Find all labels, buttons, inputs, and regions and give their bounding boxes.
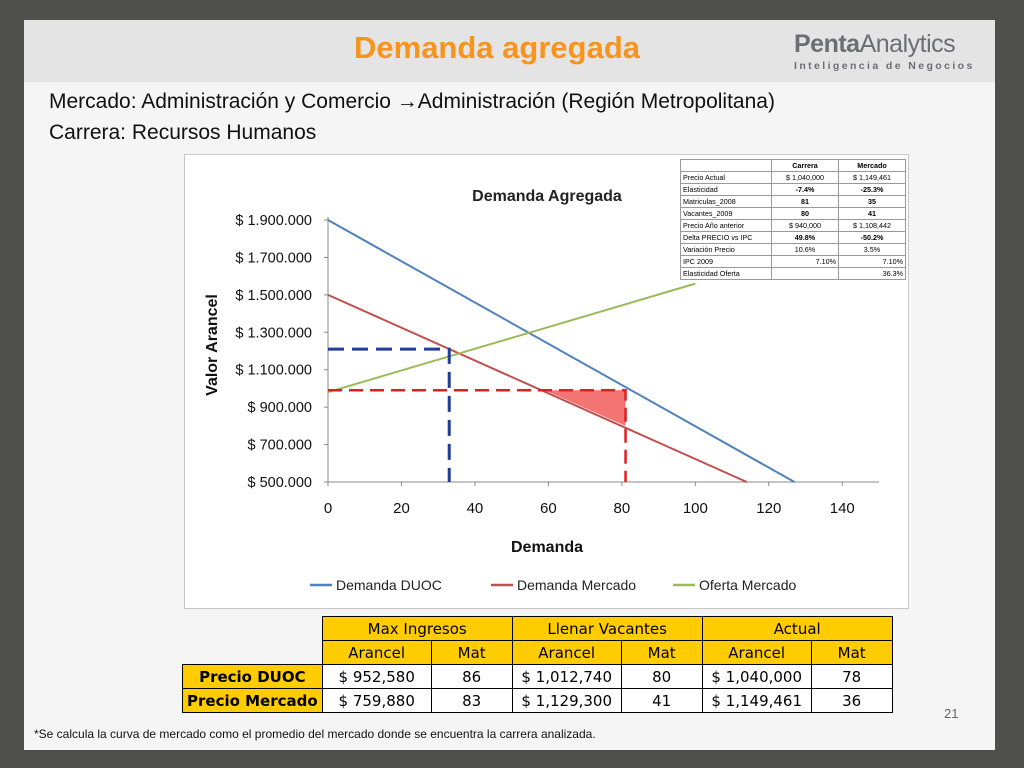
info-cell-mercado: 36.3% bbox=[839, 268, 906, 280]
page-title: Demanda agregada bbox=[354, 30, 640, 65]
price-table-sub-header: Mat bbox=[811, 641, 892, 665]
legend-label: Demanda DUOC bbox=[336, 577, 442, 593]
y-tick-label: $ 1.500.000 bbox=[235, 287, 312, 304]
arrow-icon: → bbox=[396, 90, 418, 113]
info-row-label: Elasticidad Oferta bbox=[681, 268, 772, 280]
pentaanalytics-logo bbox=[794, 30, 994, 80]
y-axis-label: Valor Arancel bbox=[204, 294, 221, 396]
x-tick-label: 100 bbox=[682, 500, 708, 517]
price-table-sub-header: Mat bbox=[621, 641, 702, 665]
price-table-cell: 80 bbox=[621, 665, 702, 689]
legend-label: Oferta Mercado bbox=[699, 577, 797, 593]
logo-tagline: Inteligencia de Negocios bbox=[794, 60, 975, 72]
subtitle-line-1 bbox=[49, 90, 775, 114]
price-table-cell: 41 bbox=[621, 689, 702, 713]
price-table-row-label: Precio DUOC bbox=[183, 665, 323, 689]
price-table-cell: $ 952,580 bbox=[322, 665, 431, 689]
info-row-label: Elasticidad bbox=[681, 184, 772, 196]
info-row-label: Matriculas_2008 bbox=[681, 196, 772, 208]
info-row-label: Delta PRECIO vs IPC bbox=[681, 232, 772, 244]
price-table-cell: $ 759,880 bbox=[322, 689, 431, 713]
info-header-cell: Carrera bbox=[772, 160, 839, 172]
info-cell-carrera: -7.4% bbox=[772, 184, 839, 196]
blue-dashed-guide bbox=[328, 349, 449, 482]
info-cell-mercado: $ 1,149,461 bbox=[839, 172, 906, 184]
x-tick-label: 80 bbox=[613, 500, 631, 517]
info-row-label: Variación Precio bbox=[681, 244, 772, 256]
y-tick-label: $ 1.900.000 bbox=[235, 213, 312, 229]
page-number: 21 bbox=[944, 706, 959, 721]
chart-title: Demanda Agregada bbox=[472, 188, 622, 205]
info-row-label: Vacantes_2009 bbox=[681, 208, 772, 220]
logo-wordmark bbox=[794, 30, 994, 59]
footnote: *Se calcula la curva de mercado como el promedio del mercado donde se encuentra la carrera analizada. bbox=[34, 727, 596, 741]
info-cell-carrera: $ 940,000 bbox=[772, 220, 839, 232]
y-tick-label: $ 500.000 bbox=[247, 475, 312, 491]
x-tick-label: 0 bbox=[323, 500, 333, 517]
price-table-sub-header: Mat bbox=[431, 641, 512, 665]
info-table-row bbox=[681, 268, 906, 280]
price-table-sub-header: Arancel bbox=[512, 641, 621, 665]
info-cell-mercado: 41 bbox=[839, 208, 906, 220]
price-table-sub-header: Arancel bbox=[322, 641, 431, 665]
info-cell-mercado: $ 1,108,442 bbox=[839, 220, 906, 232]
info-header-cell: Mercado bbox=[839, 160, 906, 172]
price-table-cell: 86 bbox=[431, 665, 512, 689]
info-table bbox=[680, 159, 906, 280]
price-table-cell: $ 1,012,740 bbox=[512, 665, 621, 689]
price-table bbox=[182, 616, 893, 713]
info-cell-mercado: -25.3% bbox=[839, 184, 906, 196]
info-table-row bbox=[681, 184, 906, 196]
x-tick-label: 40 bbox=[466, 500, 484, 517]
info-table-row bbox=[681, 244, 906, 256]
subtitle-market-detail: Administración (Región Metropolitana) bbox=[417, 90, 775, 113]
info-header-blank bbox=[681, 160, 772, 172]
x-axis-label: Demanda bbox=[510, 539, 584, 556]
price-table-cell: 83 bbox=[431, 689, 512, 713]
price-table-sub-header: Arancel bbox=[702, 641, 811, 665]
info-cell-mercado: 7.10% bbox=[839, 256, 906, 268]
header-bar bbox=[24, 20, 995, 82]
price-table-sub-row bbox=[183, 641, 893, 665]
y-tick-label: $ 1.100.000 bbox=[235, 362, 312, 379]
subtitle-line-2: Carrera: Recursos Humanos bbox=[49, 121, 317, 144]
price-table-group-header: Actual bbox=[702, 617, 892, 641]
info-row-label: Precio Año anterior bbox=[681, 220, 772, 232]
info-cell-carrera: 49.8% bbox=[772, 232, 839, 244]
price-table-cell: $ 1,040,000 bbox=[702, 665, 811, 689]
price-table-cell: 36 bbox=[811, 689, 892, 713]
x-tick-label: 140 bbox=[829, 500, 855, 517]
info-row-label: IPC 2009 bbox=[681, 256, 772, 268]
price-table-cell: 78 bbox=[811, 665, 892, 689]
price-table-blank bbox=[183, 617, 323, 641]
price-table-group-row bbox=[183, 617, 893, 641]
deadweight-triangle bbox=[545, 390, 626, 426]
x-tick-label: 20 bbox=[393, 500, 410, 517]
logo-light-text: Analytics bbox=[859, 30, 956, 58]
info-cell-carrera: 80 bbox=[772, 208, 839, 220]
series-line bbox=[328, 295, 747, 482]
slide bbox=[24, 20, 995, 750]
info-row-label: Precio Actual bbox=[681, 172, 772, 184]
info-table-row bbox=[681, 208, 906, 220]
info-table-row bbox=[681, 232, 906, 244]
price-table-cell: $ 1,149,461 bbox=[702, 689, 811, 713]
price-table-group-header: Max Ingresos bbox=[322, 617, 512, 641]
info-cell-carrera bbox=[772, 268, 839, 280]
x-tick-label: 60 bbox=[540, 500, 557, 517]
info-table-header bbox=[681, 160, 906, 172]
x-tick-label: 120 bbox=[756, 500, 782, 517]
legend-label: Demanda Mercado bbox=[517, 577, 637, 593]
info-table-row bbox=[681, 196, 906, 208]
info-cell-carrera: 81 bbox=[772, 196, 839, 208]
y-tick-label: $ 900.000 bbox=[247, 400, 312, 417]
price-table-row-label: Precio Mercado bbox=[183, 689, 323, 713]
subtitle-market: Mercado: Administración y Comercio bbox=[49, 90, 397, 113]
y-tick-label: $ 700.000 bbox=[247, 437, 312, 454]
info-cell-carrera: 7.10% bbox=[772, 256, 839, 268]
price-table-cell: $ 1,129,300 bbox=[512, 689, 621, 713]
info-cell-mercado: 35 bbox=[839, 196, 906, 208]
info-cell-carrera: $ 1,040,000 bbox=[772, 172, 839, 184]
info-cell-carrera: 10.6% bbox=[772, 244, 839, 256]
y-tick-label: $ 1.700.000 bbox=[235, 250, 312, 267]
price-table-row bbox=[183, 665, 893, 689]
info-cell-mercado: -50.2% bbox=[839, 232, 906, 244]
info-table-row bbox=[681, 172, 906, 184]
price-table-blank bbox=[183, 641, 323, 665]
price-table-row bbox=[183, 689, 893, 713]
info-table-row bbox=[681, 256, 906, 268]
info-cell-mercado: 3.5% bbox=[839, 244, 906, 256]
logo-bold-text: Penta bbox=[794, 30, 860, 58]
info-table-row bbox=[681, 220, 906, 232]
price-table-group-header: Llenar Vacantes bbox=[512, 617, 702, 641]
y-tick-label: $ 1.300.000 bbox=[235, 325, 312, 342]
